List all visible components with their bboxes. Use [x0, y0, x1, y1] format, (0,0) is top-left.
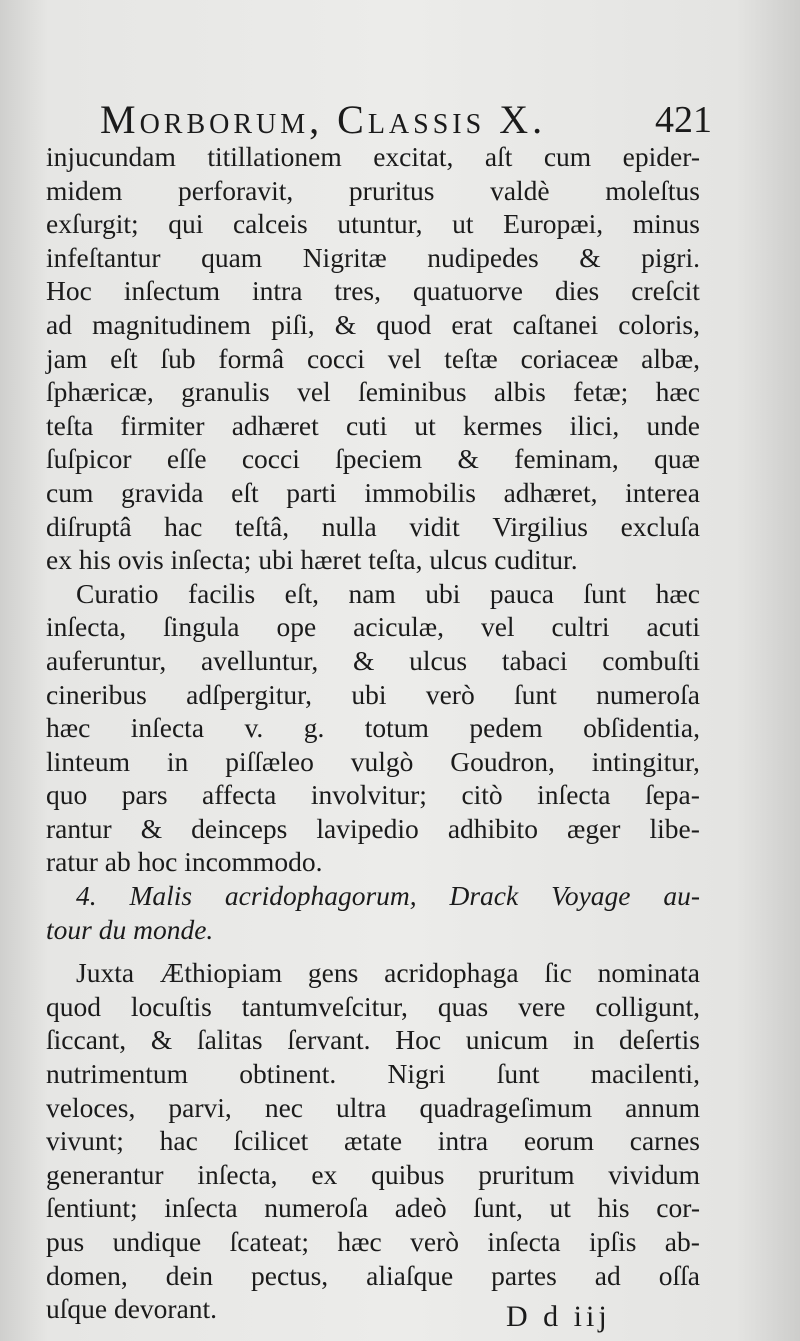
text-line: nutrimentum obtinent. Nigri ſunt macilenti,	[46, 1058, 700, 1090]
text-line: 4. Malis acridophagorum, Drack Voyage au-	[76, 880, 700, 912]
text-line: inſecta, ſingula ope aciculæ, vel cultri acuti	[46, 611, 700, 643]
text-line: cum gravida eſt parti immobilis adhæret, interea	[46, 476, 700, 508]
text-line: tour du monde.	[46, 913, 214, 945]
text-line: pus undique ſcateat; hæc verò inſecta ipſis ab-	[46, 1226, 700, 1257]
text-line: midem perforavit, pruritus valdè moleſtus	[46, 174, 700, 206]
text-line: diſruptâ hac teſtâ, nulla vidit Virgilius excluſa	[46, 510, 700, 542]
text-line: ratur ab hoc incommodo.	[46, 846, 323, 878]
page-number: 421	[655, 99, 712, 141]
text-line: quod locuſtis tantumveſcitur, quas vere colligunt,	[46, 990, 700, 1022]
text-line: uſque devorant.	[46, 1293, 218, 1325]
text-line: vivunt; hac ſcilicet ætate intra eorum carnes	[46, 1125, 700, 1157]
text-line: injucundam titillationem excitat, aſt cum epider-	[46, 141, 700, 172]
text-line: quo pars affecta involvitur; citò inſecta ſepa-	[46, 779, 700, 811]
text-line: Curatio facilis eſt, nam ubi pauca ſunt hæc	[76, 577, 700, 609]
text-line: hæc inſecta v. g. totum pedem obſidentia,	[46, 712, 700, 744]
text-line: ſentiunt; inſecta numeroſa adeò ſunt, ut his cor-	[46, 1192, 700, 1224]
text-line: cineribus adſpergitur, ubi verò ſunt numeroſa	[46, 678, 700, 710]
text-line: rantur & deinceps lavipedio adhibito æger libe-	[46, 812, 700, 844]
body-text	[46, 140, 700, 1326]
text-line: domen, dein pectus, aliaſque partes ad oſſa	[46, 1259, 700, 1291]
text-line: ſphæricæ, granulis vel ſeminibus albis fetæ; hæc	[46, 376, 700, 408]
text-line: jam eſt ſub formâ cocci vel teſtæ coriaceæ albæ,	[46, 342, 700, 374]
text-line: auferuntur, avelluntur, & ulcus tabaci combuſti	[46, 644, 700, 676]
signature-mark: D d iij	[506, 1300, 611, 1333]
text-line: veloces, parvi, nec ultra quadrageſimum annum	[46, 1091, 700, 1123]
text-line: Juxta Æthiopiam gens acridophaga ſic nominata	[76, 957, 700, 989]
text-line: ad magnitudinem piſi, & quod erat caſtanei coloris,	[46, 308, 700, 340]
paragraph-gap	[46, 946, 700, 956]
text-line: exſurgit; qui calceis utuntur, ut Europæi, minus	[46, 208, 700, 240]
text-line: linteum in piſſæleo vulgò Goudron, intingitur,	[46, 745, 700, 777]
text-line: Hoc inſectum intra tres, quatuorve dies creſcit	[46, 275, 700, 307]
text-line: ſiccant, & ſalitas ſervant. Hoc unicum in deſertis	[46, 1024, 700, 1056]
text-line: generantur inſecta, ex quibus pruritum vividum	[46, 1158, 700, 1190]
paragraph-curatio	[46, 577, 700, 879]
text-line: ſuſpicor eſſe cocci ſpeciem & feminam, quæ	[46, 443, 700, 475]
paragraph-aethiopia	[46, 956, 700, 1326]
text-line: teſta firmiter adhæret cuti ut kermes ilici, unde	[46, 409, 700, 441]
running-head: Morborum, Classis X.	[100, 97, 547, 142]
paragraph-continuation	[46, 140, 700, 577]
section-heading	[46, 879, 700, 946]
text-line: infeſtantur quam Nigritæ nudipedes & pigri.	[46, 241, 700, 273]
text-line: ex his ovis inſecta; ubi hæret teſta, ulcus cuditur.	[46, 544, 578, 576]
